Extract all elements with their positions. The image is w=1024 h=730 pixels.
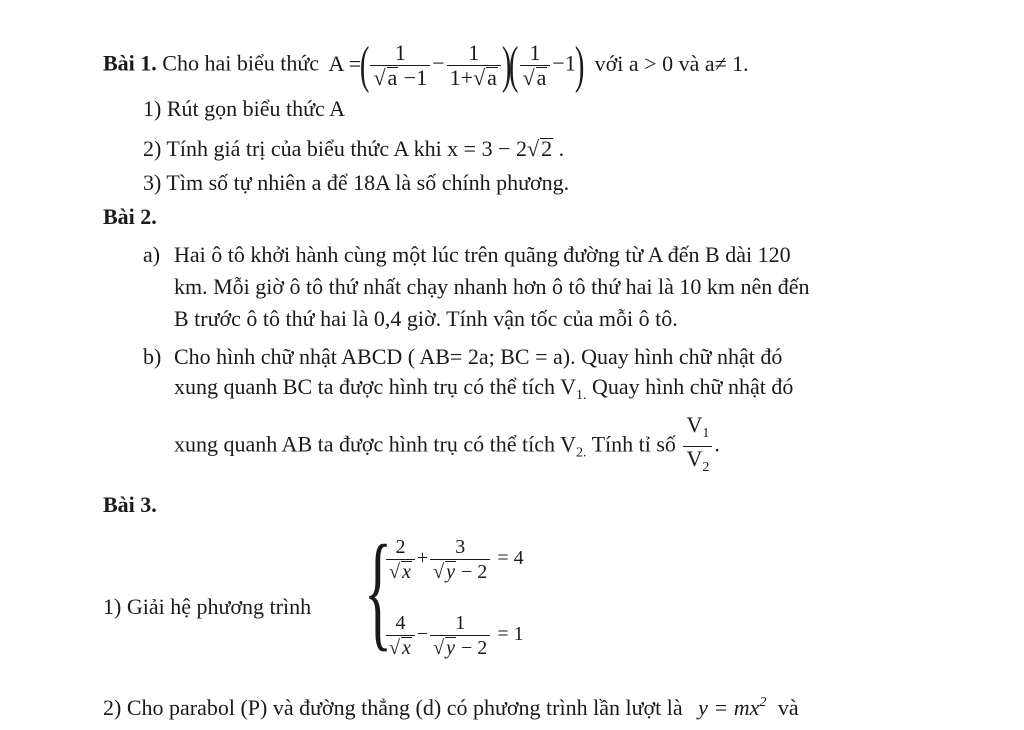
bai3-heading: Bài 3.: [103, 492, 157, 517]
bai2-b-label: b): [143, 344, 162, 369]
bai2-b-line-3: xung quanh AB ta được hình trụ có thể tích $V_{2.}$ Tính tỉ số $\frac{V_1}{V_2}$ .: [174, 414, 720, 479]
system-eq-2: $\frac{4}{√ x}$ − $\frac{1}{√ y - 2}$ = 1: [384, 606, 524, 662]
left-paren: (: [360, 36, 370, 94]
bai1-item-3: 3) Tìm số tự nhiên a để 18A là số chính phương.: [143, 170, 570, 195]
bai1-item-2: 2) Tính giá trị của biểu thức A khi x = 3 − 2√2 .: [143, 136, 565, 161]
bai3-item-2: 2) Cho parabol (P) và đường thẳng (d) có phương trình lần lượt là $y = mx^2$ và: [103, 695, 799, 720]
bai2-heading: Bài 2.: [103, 204, 157, 229]
minus-sign: −: [432, 50, 445, 76]
system-brace: {: [364, 519, 393, 663]
bai1-intro: Cho hai biểu thức: [162, 50, 320, 76]
bai3-item-1: 1) Giải hệ phương trình: [103, 594, 312, 619]
bai1-line: [103, 36, 749, 94]
bai2-a-line-1: Hai ô tô khởi hành cùng một lúc trên quãng đường từ A đến B dài 120: [174, 242, 791, 267]
parabola-eq: $y = mx^2$: [698, 695, 767, 720]
system-eq-1: $\frac{2}{√ x}$ + $\frac{3}{√ y - 2}$ = 4: [384, 530, 524, 586]
left-paren-2: (: [509, 36, 519, 94]
right-paren-2: ): [574, 36, 585, 94]
bai2-a-label: a): [143, 242, 161, 267]
neg-one: −1: [552, 50, 576, 76]
frac-3: $\frac{1}{√a}$: [520, 42, 551, 89]
frac-1: $\frac{1}{√a -1}$: [370, 42, 430, 89]
volume-ratio: $\frac{V_1}{V_2}$: [683, 414, 712, 479]
bai1-item-1: 1) Rút gọn biểu thức A: [143, 96, 345, 121]
right-paren: ): [501, 36, 512, 94]
expr-lhs: A =: [328, 50, 362, 76]
frac-2: $\frac{1}{1+√a}$: [447, 42, 501, 89]
bai2-b-line-2: xung quanh BC ta được hình trụ có thể tích $V_{1.}$ Quay hình chữ nhật đó: [174, 374, 794, 403]
bai2-a-line-3: B trước ô tô thứ hai là 0,4 giờ. Tính vận tốc của mỗi ô tô.: [174, 306, 678, 331]
bai1-heading: Bài 1.: [103, 50, 157, 76]
bai2-b-line-1: Cho hình chữ nhật ABCD ( AB= 2a; BC = a). Quay hình chữ nhật đó: [174, 344, 783, 369]
bai2-a-line-2: km. Mỗi giờ ô tô thứ nhất chạy nhanh hơn ô tô thứ hai là 10 km nên đến: [174, 274, 810, 299]
condition: với a > 0 và a≠ 1.: [594, 50, 749, 76]
